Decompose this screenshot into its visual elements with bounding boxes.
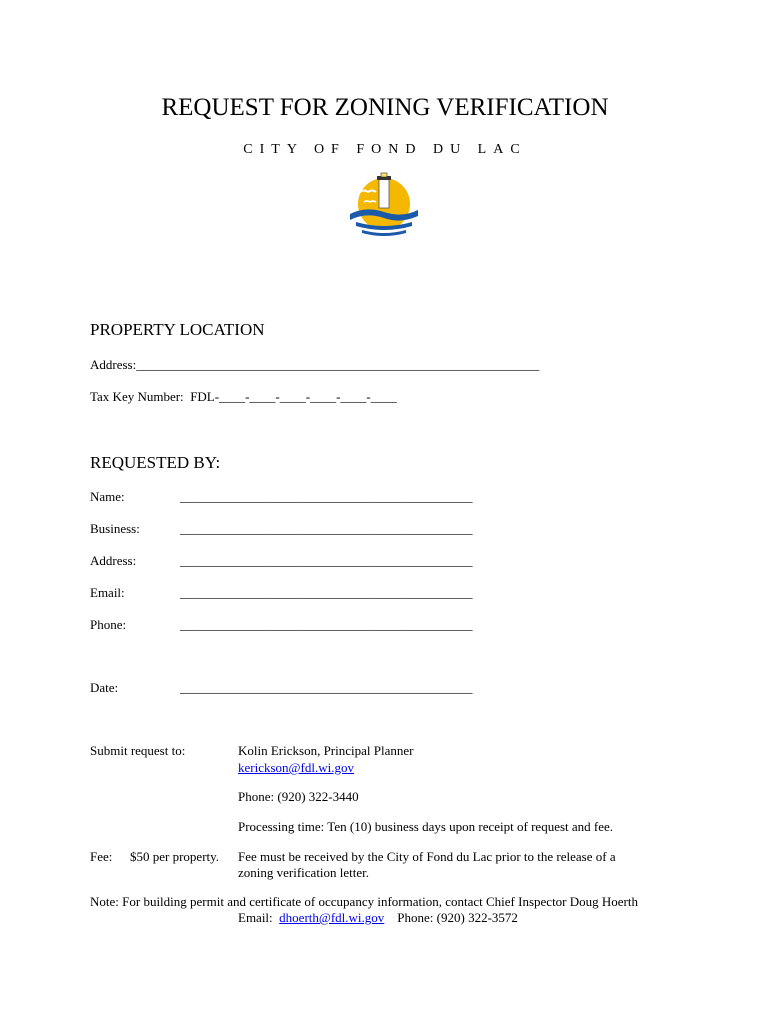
date-label: Date:	[90, 680, 119, 695]
phone-field[interactable]: _____________________________________________	[180, 617, 473, 632]
email-field[interactable]: _____________________________________________	[180, 585, 473, 600]
contact-name: Kolin Erickson, Principal Planner	[238, 743, 414, 758]
contact-email-link[interactable]: kerickson@fdl.wi.gov	[238, 760, 354, 775]
property-address-label: Address:	[90, 357, 137, 372]
name-field[interactable]: _____________________________________________	[180, 489, 473, 504]
note-contact-row	[238, 910, 518, 926]
city-logo-icon	[346, 172, 422, 240]
fee-amount: $50 per property.	[130, 849, 220, 864]
date-field[interactable]: _____________________________________________	[180, 680, 473, 695]
requester-address-label: Address:	[90, 553, 137, 568]
note-email-label: Email:	[238, 910, 273, 925]
processing-time: Processing time: Ten (10) business days upon receipt of request and fee.	[238, 819, 614, 834]
property-address-row	[90, 357, 539, 373]
fee-note-line2: zoning verification letter.	[238, 865, 370, 880]
email-label: Email:	[90, 585, 125, 600]
note-phone: Phone: (920) 322-3572	[397, 910, 518, 925]
tax-key-label: Tax Key Number:	[90, 389, 184, 404]
name-label: Name:	[90, 489, 125, 504]
note-email-link[interactable]: dhoerth@fdl.wi.gov	[279, 910, 385, 925]
property-address-field[interactable]: ______________________________________________________________	[136, 357, 540, 372]
business-label: Business:	[90, 521, 140, 536]
tax-key-row	[90, 389, 397, 405]
property-location-heading: PROPERTY LOCATION	[90, 320, 265, 339]
contact-phone: Phone: (920) 322-3440	[238, 789, 359, 804]
requested-by-heading: REQUESTED BY:	[90, 453, 221, 472]
phone-label: Phone:	[90, 617, 127, 632]
note-line1: Note: For building permit and certificate of occupancy information, contact Chief Inspector Doug Hoerth	[90, 894, 638, 909]
fee-label: Fee:	[90, 849, 113, 864]
business-field[interactable]: _____________________________________________	[180, 521, 473, 536]
requester-address-field[interactable]: _____________________________________________	[180, 553, 473, 568]
document-title: REQUEST FOR ZONING VERIFICATION	[161, 94, 609, 121]
tax-key-field[interactable]: FDL-____-____-____-____-____-____	[190, 389, 397, 404]
submit-label: Submit request to:	[90, 743, 186, 758]
fee-note-line1: Fee must be received by the City of Fond du Lac prior to the release of a	[238, 849, 616, 864]
document-subtitle: CITY OF FOND DU LAC	[243, 142, 527, 157]
